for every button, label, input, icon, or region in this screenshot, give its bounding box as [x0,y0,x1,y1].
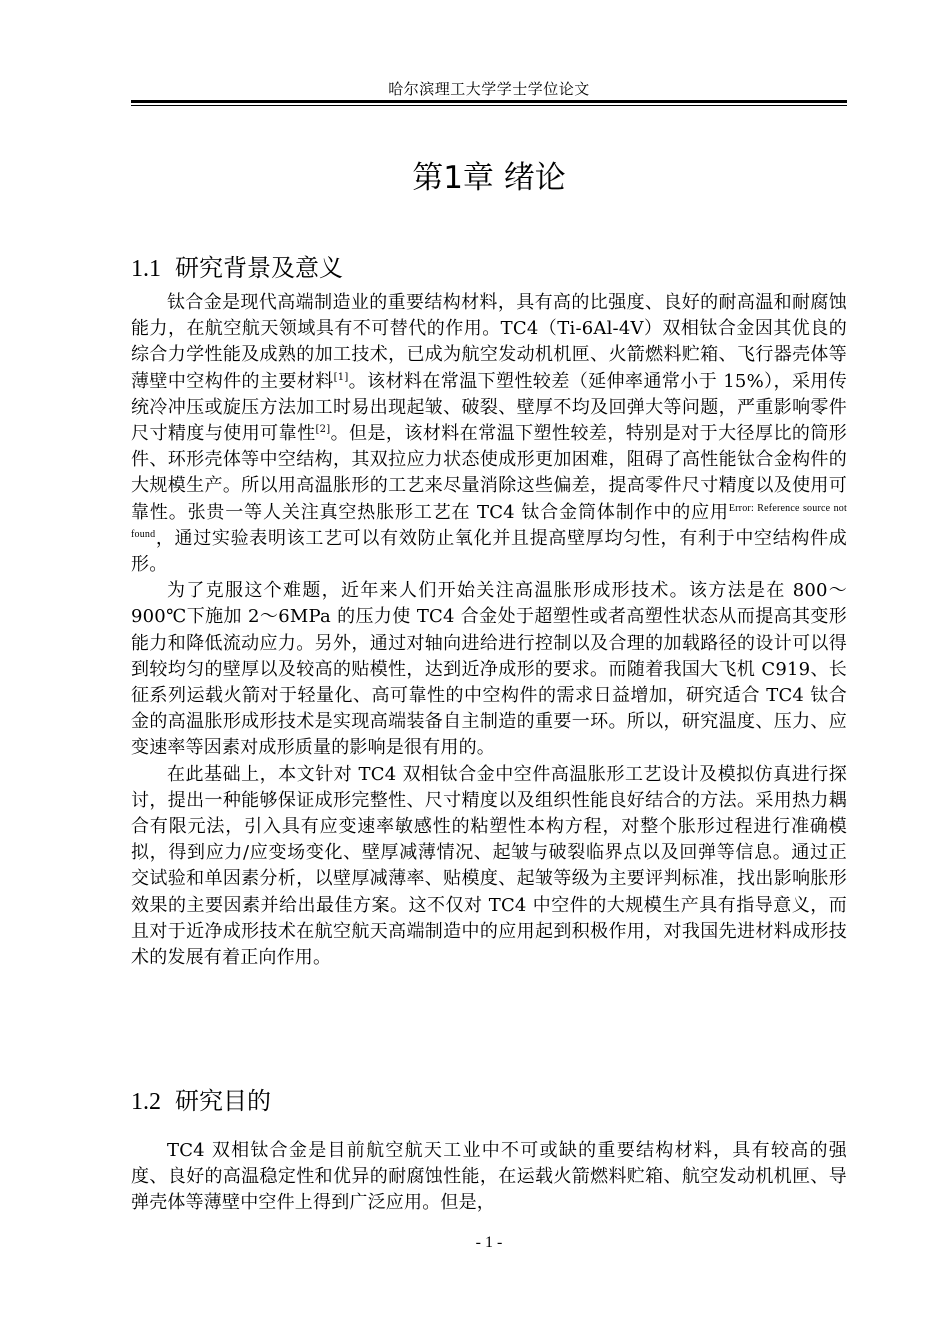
citation-error: Error: Reference source not found [131,502,847,540]
header-rule-thick [131,100,847,103]
section-heading-1-1 [131,248,343,283]
section-title: 研究背景及意义 [175,254,343,282]
section-1-2-body [131,1138,847,1217]
section-heading-1-2 [131,1081,271,1116]
chapter-title: 第1章 绪论 [412,160,566,196]
running-header: 哈尔滨理工大学学士学位论文 [388,80,590,98]
paragraph: 为了克服这个难题，近年来人们开始关注高温胀形成形技术。该方法是在 800～900℃下施加 2～6MPa 的压力使 TC4 合金处于超塑性或者高塑性状态从而提高其变形能力和降低流动应力。另外，通过对轴向进给进行控制以及合理的加载路径的设计可以得到较均匀的壁厚以及较高的贴模性，达到近净成形的要求。而随着我国大飞机 C919、长征系列运载火箭对于轻量化、高可靠性的中空构件的需求日益增加，研究适合 TC4 钛合金的高温胀形成形技术是实现高端装备自主制造的重要一环。所以，研究温度、压力、应变速率等因素对成形质量的影响是很有用的。 [131,580,847,759]
section-title: 研究目的 [175,1087,271,1115]
citation: [2] [315,424,331,436]
section-number: 1.2 [131,1089,161,1115]
paragraph: 在此基础上，本文针对 TC4 双相钛合金中空件高温胀形工艺设计及模拟仿真进行探讨，提出一种能够保证成形完整性、尺寸精度以及组织性能良好结合的方法。采用热力耦合有限元法，引入具有应变速率敏感性的粘塑性本构方程，对整个胀形过程进行准确模拟，得到应力/应变场变化、壁厚减薄情况、起皱与破裂临界点以及回弹等信息。通过正交试验和单因素分析，以壁厚减薄率、贴模度、起皱等级为主要评判标准，找出影响胀形效果的主要因素并给出最佳方案。这不仅对 TC4 中空件的大规模生产具有指导意义，而且对于近净成形技术在航空航天高端制造中的应用起到积极作用，对我国先进材料成形技术的发展有着正向作用。 [131,763,847,969]
header-rule-thin [131,105,847,106]
citation: [1] [333,371,349,383]
page-number: - 1 - [475,1234,503,1251]
section-1-1-body [131,290,847,971]
paragraph: TC4 双相钛合金是目前航空航天工业中不可或缺的重要结构材料，具有较高的强度、良好的高温稳定性和优异的耐腐蚀性能，在运载火箭燃料贮箱、航空发动机机匣、导弹壳体等薄壁中空件上得到广泛应用。但是， [131,1140,847,1214]
paragraph: 钛合金是现代高端制造业的重要结构材料，具有高的比强度、良好的耐高温和耐腐蚀能力，在航空航天领域具有不可替代的作用。TC4（Ti-6Al-4V）双相钛合金因其优良的综合力学性能及成熟的加工技术，已成为航空发动机机匣、火箭燃料贮箱、飞行器壳体等薄壁中空构件的主要材料[1]。该材料在常温下塑性较差（延伸率通常小于 15%），采用传统冷冲压或旋压方法加工时易出现起皱、破裂、壁厚不均及回弹大等问题，严重影响零件尺寸精度与使用可靠性[2]。但是，该材料在常温下塑性较差，特别是对于大径厚比的筒形件、环形壳体等中空结构，其双拉应力状态使成形更加困难，阻碍了高性能钛合金构件的大规模生产。所以用高温胀形的工艺来尽量消除这些偏差，提高零件尺寸精度以及使用可靠性。张贵一等人关注真空热胀形工艺在 TC4 钛合金筒体制作中的应用$^{Error: Reference source not found}$，通过实验表明该工艺可以有效防止氧化并且提高壁厚均匀性，有利于中空结构件成形。 [131,292,848,576]
section-number: 1.1 [131,256,161,282]
